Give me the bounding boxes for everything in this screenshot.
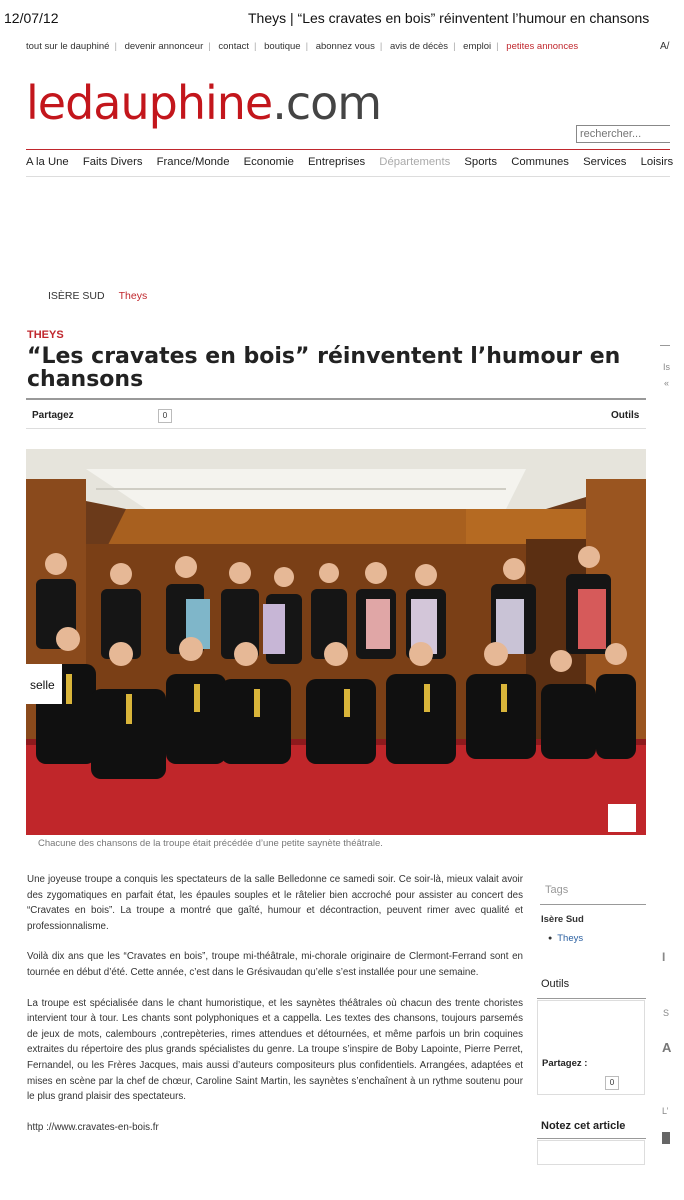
main-nav-item[interactable]: Faits Divers <box>82 156 143 168</box>
choir-stage-photo <box>26 449 646 835</box>
share-bar-divider <box>26 428 646 429</box>
photo-sign-text: selle <box>30 678 55 692</box>
logo-suffix: .com <box>272 76 382 130</box>
top-nav-link[interactable]: devenir annonceur <box>124 41 204 52</box>
share-bar-divider <box>26 398 646 400</box>
top-nav-link[interactable]: avis de décès <box>389 41 449 52</box>
sidebar-divider <box>540 904 646 905</box>
main-nav <box>26 156 684 168</box>
sidebar-tag-label: Theys <box>557 933 584 944</box>
article-paragraph: Voilà dix ans que les “Cravates en bois”, troupe mi-théâtrale, mi-chorale originaire de Clermont-Ferrand sont en tournée en début d’été. Cette année, c’est dans le Grésivaudan qu’elle s’est installée pour une semaine. <box>27 951 523 978</box>
article-photo[interactable] <box>26 449 646 835</box>
breadcrumb-region[interactable]: ISÈRE SUD <box>48 290 105 302</box>
sidebar-tools-title: Outils <box>541 978 570 990</box>
breadcrumb-city[interactable]: Theys <box>118 290 148 302</box>
logo-main: ledauphine <box>26 76 273 130</box>
top-nav-link[interactable]: tout sur le dauphiné <box>26 41 110 52</box>
edge-button[interactable] <box>662 1132 670 1144</box>
main-nav-item[interactable]: A la Une <box>26 156 69 168</box>
sidebar-rate-title: Notez cet article <box>541 1120 626 1132</box>
print-title: Theys | “Les cravates en bois” réinventent l’humour en chansons <box>248 10 650 26</box>
main-nav-item[interactable]: Sports <box>464 156 498 168</box>
main-nav-item-departements[interactable]: Départements <box>379 156 451 168</box>
main-nav-item[interactable]: Communes <box>511 156 569 168</box>
external-link[interactable]: http ://www.cravates-en-bois.fr <box>27 1121 159 1133</box>
top-nav-edge-text: A/ <box>660 41 670 52</box>
sidebar-share-count[interactable]: 0 <box>605 1076 619 1090</box>
top-nav-link[interactable]: abonnez vous <box>315 41 375 52</box>
sidebar-tools-box <box>537 1000 645 1095</box>
article-headline: “Les cravates en bois” réinventent l’humour en chansons <box>27 344 621 392</box>
sidebar-share-label: Partagez : <box>542 1058 588 1069</box>
nav-divider <box>26 149 670 150</box>
main-nav-item[interactable]: France/Monde <box>156 156 230 168</box>
edge-fragment: A <box>662 1040 672 1055</box>
sidebar-tag-group[interactable]: Isère Sud <box>541 914 584 925</box>
top-nav-link-classifieds[interactable]: petites annonces <box>506 41 579 52</box>
top-nav-link[interactable]: contact <box>218 41 250 52</box>
site-logo[interactable] <box>26 76 381 130</box>
share-count-badge[interactable]: 0 <box>158 409 172 423</box>
edge-fragment: S <box>663 1008 670 1018</box>
share-label: Partagez <box>32 410 74 421</box>
edge-fragment: Is <box>663 362 671 372</box>
photo-caption: Chacune des chansons de la troupe était précédée d’une petite saynète théâtrale. <box>38 838 383 849</box>
article-section[interactable]: THEYS <box>27 329 64 341</box>
print-date: 12/07/12 <box>4 10 59 26</box>
rating-widget[interactable] <box>537 1140 645 1165</box>
tools-button[interactable]: Outils <box>611 410 640 421</box>
top-nav-link[interactable]: emploi <box>463 41 492 52</box>
sidebar-divider <box>537 1138 646 1139</box>
edge-fragment: I <box>662 950 666 964</box>
sidebar-divider <box>537 998 646 999</box>
article-paragraph: Une joyeuse troupe a conquis les spectateurs de la salle Belledonne ce samedi soir. Ce soir-là, mieux valait avoir des zygomatiques en parfait état, les épaules souples et le râtelier bien accroché pour assister au concert des “Cravates en bois”. La troupe a montré que gaîté, humour et décontraction, peuvent rimer avec qualité et professionnalisme. <box>27 874 523 932</box>
sidebar-tags-title: Tags <box>545 884 569 896</box>
main-nav-item[interactable]: Economie <box>243 156 294 168</box>
edge-fragment: L’ <box>662 1106 669 1116</box>
edge-fragment: « <box>664 378 670 388</box>
top-nav-link[interactable]: boutique <box>264 41 301 52</box>
search-input[interactable] <box>576 125 670 143</box>
right-column-divider <box>660 345 670 346</box>
sidebar-tag-item[interactable] <box>548 933 583 944</box>
main-nav-item[interactable]: Entreprises <box>308 156 366 168</box>
nav-divider <box>26 176 670 177</box>
main-nav-item[interactable]: Loisirs <box>640 156 674 168</box>
top-nav: tout sur le dauphiné | devenir annonceur | contact | boutique | abonnez vous | avis de décès | emploi | petites annonces <box>26 41 579 52</box>
breadcrumb <box>48 290 147 302</box>
article-body <box>27 872 523 1150</box>
bullet-icon: ● <box>548 935 553 942</box>
article-paragraph: La troupe est spécialisée dans le chant humoristique, et les saynètes théâtrales où chacun des trente choristes intervient tour à tour. Les chants sont polyphoniques et a cappella. Les textes des chansons, toujours parsemés de jeux de mots, calembours ,contrepèteries, rimes attendues et détournées, et même parfois un brin coquines extraites du répertoire des plus grands spécialistes du genre. La troupe s’inspire de Boby Lapointe, Pierre Perret, Fernandel, ou les Frères Jacques, mais aussi d’auteurs compositeurs plus confidentiels. Arrangées, adaptées et mises en scène par la chef de chœur, Caroline Saint Martin, les saynètes s’enchaînent à un rythme soutenu pour le plus grand plaisir des spectateurs. <box>27 997 523 1103</box>
main-nav-item[interactable]: Services <box>583 156 627 168</box>
